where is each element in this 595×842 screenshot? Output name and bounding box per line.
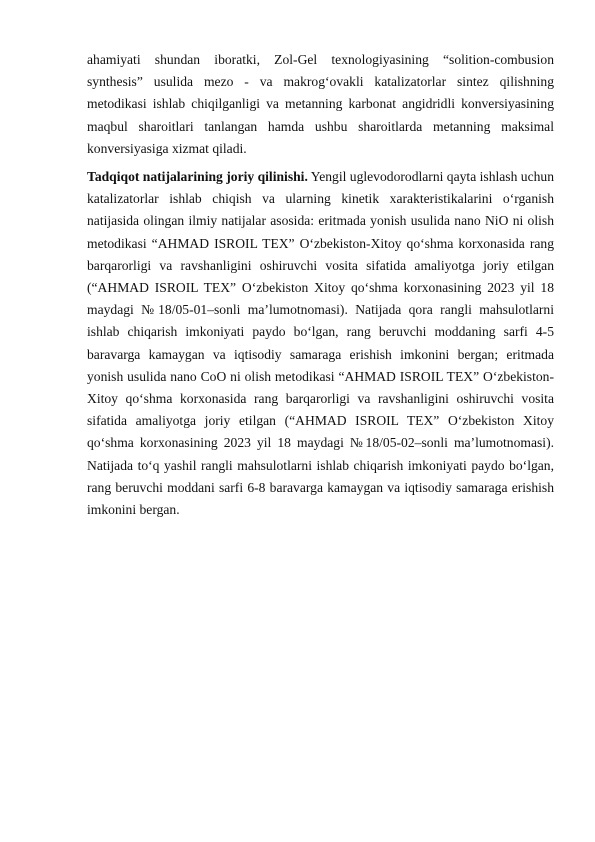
paragraph-text: Yengil uglevodorodlarni qayta ishlash uchun katalizatorlar ishlab chiqish va ularning kinetik xarakteristikalarini o‘rganish natijasida olingan ilmiy natijalar asosida: eritmada yonish usulida nano NiO ni olish metodikasi “AHMAD ISROIL TEX” O‘zbekiston-Xitoy qo‘shma korxonasida rang barqarorligi va ravshanligini oshiruvchi vosita sifatida amaliyotga joriy etilgan (“AHMAD ISROIL TEX” O‘zbekiston Xitoy qo‘shma korxonasining 2023 yil 18 maydagi №18/05-01–sonli ma’lumotnomasi). Natijada qora rangli mahsulotlarni ishlab chiqarish imkoniyati paydo bo‘lgan, rang beruvchi moddaning sarfi 4-5 baravarga kamaygan va iqtisodiy samaraga erishish imkonini bergan; eritmada yonish usulida nano CoO ni olish metodikasi “AHMAD ISROIL TEX” O‘zbekiston-Xitoy qo‘shma korxonasida rang barqarorligi va ravshanligini oshiruvchi vosita sifatida amaliyotga joriy etilgan (“AHMAD ISROIL TEX” O‘zbekiston Xitoy qo‘shma korxonasining 2023 yil 18 maydagi №18/05-02–sonli ma’lumotnomasi). Natijada to‘q yashil rangli mahsulotlarni ishlab chiqarish imkoniyati paydo bo‘lgan, rang beruvchi moddani sarfi 6-8 baravarga kamaygan va iqtisodiy samaraga erishish imkonini bergan. bbox=[87, 169, 555, 518]
paragraph-implementation bbox=[87, 166, 554, 521]
paragraph-text: ahamiyati shundan iboratki, Zol-Gel texnologiyasining “solition-combusion synthesis” usulida mezo - va makrog‘ovakli katalizatorlar sintez qilishning metodikasi ishlab chiqilganligi va metanning karbonat angidridli konversiyasining maqbul sharoitlari tanlangan hamda ushbu sharoitlarda metanning maksimal konversiyasiga xizmat qiladi. bbox=[87, 52, 554, 156]
section-heading: Tadqiqot natijalarining joriy qilinishi. bbox=[87, 169, 308, 185]
paragraph-significance bbox=[87, 49, 554, 160]
document-page bbox=[87, 49, 554, 521]
